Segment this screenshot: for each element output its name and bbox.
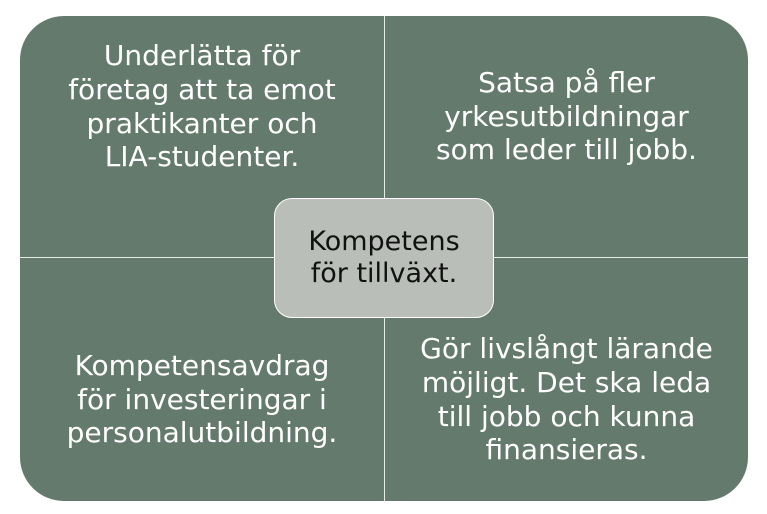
quadrant-top-left-text: Underlätta för företag att ta emot praktikanter och LIA-studenter. bbox=[68, 39, 336, 174]
quadrant-bottom-left-text: Kompetensavdrag för investeringar i personalutbildning. bbox=[66, 349, 338, 450]
quadrant-bottom-right-text: Gör livslångt lärande möjligt. Det ska leda till jobb och kunna finansieras. bbox=[420, 332, 713, 467]
center-box bbox=[274, 198, 494, 318]
center-box-text: Kompetens för tillväxt. bbox=[308, 225, 460, 289]
quadrant-top-right-text: Satsa på fler yrkesutbildningar som leder till jobb. bbox=[436, 66, 697, 167]
